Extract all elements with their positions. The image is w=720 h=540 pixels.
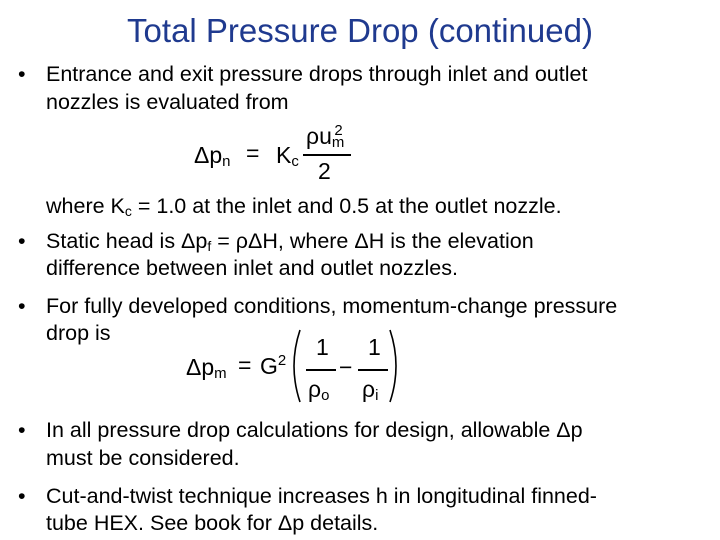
bullet-5-line-1: Cut-and-twist technique increases h in longitudinal finned-: [46, 484, 597, 508]
eq1-denominator: 2: [318, 158, 331, 184]
slide-title: Total Pressure Drop (continued): [127, 12, 593, 49]
bullet-marker-5: •: [18, 484, 26, 508]
eq1-numerator: $\rho u_m^2$: [306, 122, 345, 151]
eq2-g-squared: $G^2$: [260, 352, 287, 379]
bullet-1-line-1: Entrance and exit pressure drops through inlet and outlet: [46, 62, 588, 86]
bullet-4-line-2: must be considered.: [46, 446, 240, 470]
bullet-2-line-1: Static head is $\Delta p_f = \rho\Delta H$, where ΔH is the elevation: [46, 229, 534, 254]
eq1-kc: $K_c$: [276, 142, 299, 170]
bullet-3-line-1: For fully developed conditions, momentum-change pressure: [46, 294, 618, 318]
bullet-2-line-2: difference between inlet and outlet nozzles.: [46, 256, 458, 280]
eq2-frac2-denominator: $\rho_i$: [362, 376, 379, 404]
bullet-4-line-1: In all pressure drop calculations for design, allowable Δp: [46, 418, 583, 442]
bullet-5-line-2: tube HEX. See book for Δp details.: [46, 511, 379, 535]
eq1-equals: =: [246, 140, 260, 166]
eq2-lhs: $\Delta p_m$: [186, 354, 227, 382]
eq1-lhs: $\Delta p_n$: [194, 142, 231, 170]
eq2-frac1-denominator: $\rho_o$: [308, 376, 330, 404]
bullet-3-line-2: drop is: [46, 321, 111, 345]
bullet-marker-2: •: [18, 229, 26, 253]
bullet-marker-1: •: [18, 62, 26, 86]
eq2-equals: =: [238, 352, 252, 378]
bullet-marker-3: •: [18, 294, 26, 318]
eq1-fraction-bar: [303, 154, 351, 156]
eq2-frac2-numerator: 1: [368, 334, 381, 360]
eq2-minus: −: [339, 354, 353, 380]
bullet-1-where-line: where $K_c = 1.0$ at the inlet and 0.5 at the outlet nozzle.: [46, 194, 562, 219]
eq2-frac1-numerator: 1: [316, 334, 329, 360]
bullet-marker-4: •: [18, 418, 26, 442]
eq2-parentheses: [286, 326, 402, 406]
bullet-1-line-2: nozzles is evaluated from: [46, 90, 289, 114]
